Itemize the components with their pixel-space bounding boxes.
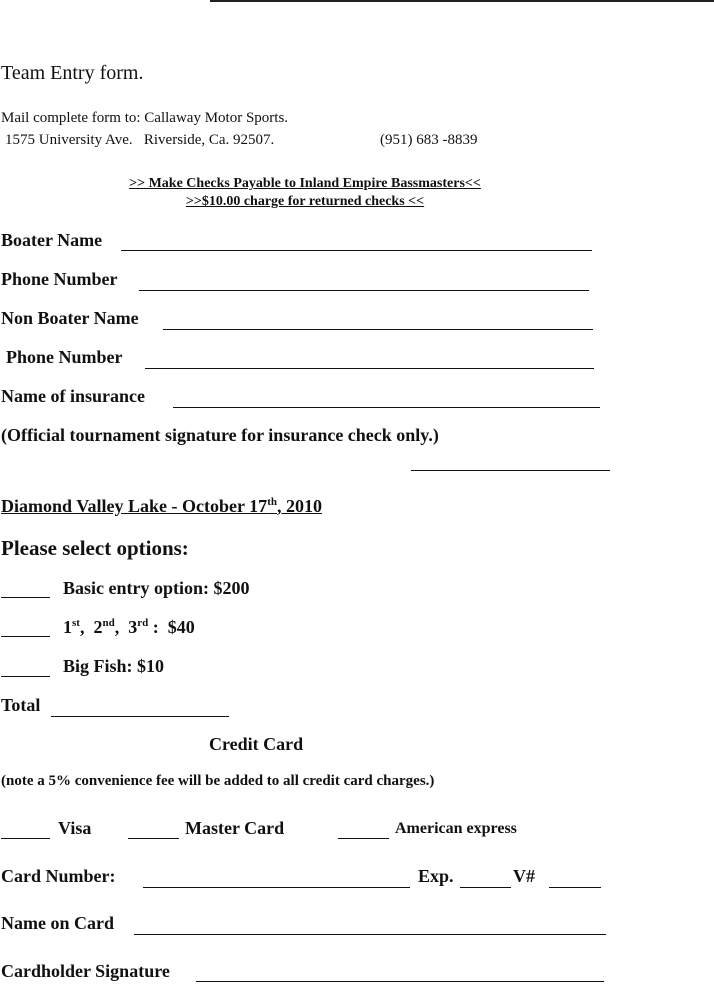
fee-note: (note a 5% convenience fee will be added to all credit card charges.) — [1, 773, 435, 789]
card-number-input[interactable] — [143, 887, 410, 888]
visa-checkbox[interactable] — [1, 838, 50, 839]
event-day-suffix: th — [267, 496, 277, 508]
cardholder-signature-input[interactable] — [196, 981, 604, 982]
mastercard-checkbox[interactable] — [128, 838, 179, 839]
form-title: Team Entry form. — [1, 62, 144, 84]
v-code-label: V# — [513, 866, 535, 886]
exp-label: Exp. — [418, 866, 454, 886]
contact-phone: (951) 683 -8839 — [380, 132, 478, 148]
boater-name-label: Boater Name — [1, 230, 103, 250]
big-fish-label: Big Fish: $10 — [63, 656, 165, 676]
mail-to-line: Mail complete form to: Callaway Motor Sports. — [1, 110, 289, 126]
non-boater-phone-label: Phone Number — [6, 347, 123, 367]
non-boater-name-input[interactable] — [163, 329, 593, 330]
basic-entry-checkbox[interactable] — [1, 597, 50, 598]
insurance-name-input[interactable] — [173, 407, 600, 408]
options-heading: Please select options: — [1, 536, 189, 560]
mailing-address: 1575 University Ave. Riverside, Ca. 92507. — [5, 132, 275, 148]
places-checkbox[interactable] — [1, 636, 50, 637]
phone-number-label: Phone Number — [1, 269, 118, 289]
basic-entry-label: Basic entry option: $200 — [63, 578, 250, 598]
card-number-label: Card Number: — [1, 866, 116, 886]
amex-label: American express — [395, 820, 517, 837]
boater-name-input[interactable] — [121, 250, 592, 251]
returned-checks-note: >>$10.00 charge for returned checks << — [185, 194, 425, 209]
credit-card-heading: Credit Card — [209, 734, 304, 754]
checks-payable-note: >> Make Checks Payable to Inland Empire Bassmasters<< — [129, 176, 481, 191]
v-code-input[interactable] — [549, 887, 601, 888]
name-on-card-input[interactable] — [134, 934, 606, 935]
cardholder-signature-label: Cardholder Signature — [1, 961, 170, 981]
event-lake-date: Diamond Valley Lake - October 17 — [1, 496, 268, 516]
insurance-name-label: Name of insurance — [1, 386, 145, 406]
event-year: , 2010 — [276, 496, 322, 516]
non-boater-phone-input[interactable] — [145, 368, 594, 369]
total-label: Total — [1, 695, 41, 715]
exp-input[interactable] — [460, 887, 511, 888]
mastercard-label: Master Card — [185, 818, 285, 838]
visa-label: Visa — [58, 818, 92, 838]
official-signature-input[interactable] — [411, 470, 610, 471]
big-fish-checkbox[interactable] — [1, 676, 50, 677]
total-input[interactable] — [51, 716, 229, 717]
name-on-card-label: Name on Card — [1, 913, 114, 933]
places-option-label: 1st, 2nd, 3rd : $40 — [63, 617, 195, 637]
signature-note: (Official tournament signature for insurance check only.) — [1, 425, 439, 445]
top-edge-rule — [210, 0, 714, 2]
phone-number-input[interactable] — [139, 290, 589, 291]
non-boater-name-label: Non Boater Name — [1, 308, 139, 328]
amex-checkbox[interactable] — [338, 838, 389, 839]
event-date — [1, 496, 322, 517]
